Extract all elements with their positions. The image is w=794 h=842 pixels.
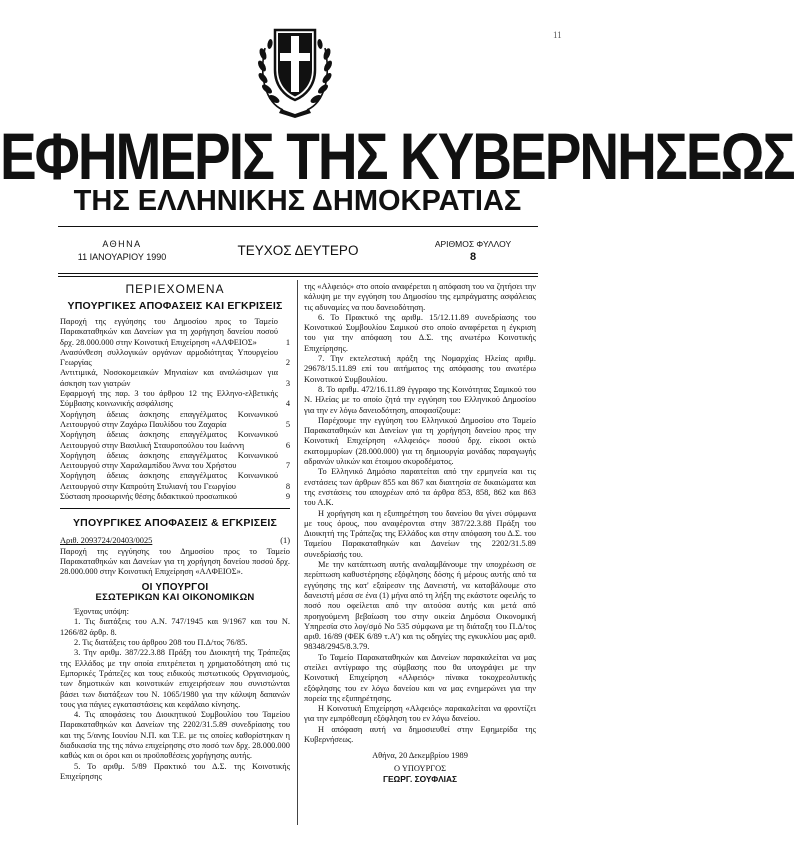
paragraph: 4. Τις αποφάσεις του Διοικητικού Συμβουλίου του Ταμείου Παρακαταθηκών και Δανείων της 2202/31.5.89 συνεδρίασης του και της 5/ανης Ιουνίου Ν.Π. και Τ.Ε. με τις οποίες καθορίστηκαν η διαδικασία της της πάνω επιχείρησης στο ποσό των δρχ. 28.000.000 καθώς και οι όροι και οι προϋποθέσεις χορήγησης αυτής. (60, 710, 290, 761)
sheet-label: ΑΡΙΘΜΟΣ ΦΥΛΛΟΥ (434, 239, 512, 249)
header-top-rule (58, 226, 538, 227)
contents-item-page: 5 (285, 419, 290, 429)
contents-item-text: Παροχή της εγγύησης του Δημοσίου προς το Ταμείο Παρακαταθηκών και Δανείων για τη χορήγηση δανείου ποσού δρχ. 28.000.000 στην Κοινοτική Επιχείρηση «ΑΛΦΕΙΟΣ» (60, 317, 278, 347)
ministers-subtitle: ΕΣΩΤΕΡΙΚΩΝ ΚΑΙ ΟΙΚΟΝΟΜΙΚΩΝ (95, 591, 255, 603)
header-bottom-rule-2 (58, 276, 538, 277)
contents-item-page: 7 (285, 461, 290, 471)
contents-item-text: Αντιτιμικά, Νοσοκομειακών Μηνιαίων και αναλώσιμων για άσκηση των γιατρών (60, 368, 278, 388)
paragraph: 3. Την αριθμ. 387/22.3.88 Πράξη του Διοικητή της Τράπεζας της Ελλάδος με την οποία επιτρέπεται η χρηματοδότηση από τις Εμπορικές Τράπεζες και τους ειδικούς πιστωτικούς Οργανισμούς, των δημοτικών και κοινοτικών επιχειρήσεων που συνιστώνται βάσει των διατάξεων του Ν. 1065/1980 για την κάλυψη δαπανών τους για πάγιες εγκαταστάσεις και κεφάλαιο κίνησης. (60, 648, 290, 709)
decision-body-right (304, 282, 536, 784)
paragraph: 6. Το Πρακτικό της αριθμ. 15/12.11.89 συνεδρίασης του Κοινοτικού Συμβουλίου Σαμικού στο οποίο αναφέρεται η έγκριση του για την απόφαση του Δ.Σ. της ανωτέρω Κοινοτικής Επιχείρησης. (304, 312, 536, 353)
masthead-subtitle: ΤΗΣ ΕΛΛΗΝΙΚΗΣ ΔΗΜΟΚΡΑΤΙΑΣ (73, 185, 522, 217)
ministers-title: ΟΙ ΥΠΟΥΡΓΟΙ (141, 581, 209, 593)
contents-item-page: 8 (285, 481, 290, 491)
contents-heading: ΠΕΡΙΕΧΟΜΕΝΑ (125, 282, 225, 296)
masthead-title: ΕΦΗΜΕΡΙΣ ΤΗΣ ΚΥΒΕΡΝΗΣΕΩΣ (0, 119, 794, 194)
header-bottom-rule (58, 273, 538, 274)
paragraph: 5. Το αριθμ. 5/89 Πρακτικό του Δ.Σ. της Κοινοτικής Επιχείρησης (60, 761, 290, 781)
decisions-section-title: ΥΠΟΥΡΓΙΚΕΣ ΑΠΟΦΑΣΕΙΣ & ΕΓΚΡΙΣΕΙΣ (72, 517, 278, 530)
signer-role: Ο ΥΠΟΥΡΓΟΣ (393, 763, 447, 773)
contents-divider (60, 508, 290, 509)
paragraph: 7. Την εκτελεστική πράξη της Νομαρχίας Ηλείας αριθμ. 29678/15.11.89 επί του αιτήματος της απόφασης του ανωτέρω Κοινοτικού Συμβουλίου. (304, 354, 536, 384)
paragraph: Παρέχουμε την εγγύηση του Ελληνικού Δημοσίου στο Ταμείο Παρακαταθηκών και Δανείων για τη χορήγηση δανείου προς την Κοινοτική Επιχείρηση «Αλφειός» ποσού δρχ. είκοσι οκτώ εκατομμυρίων (28.000.000) για τη δημιουργία μονάδας παραγωγής αδρανών υλικών και έτοιμου σκυροδέματος. (304, 415, 536, 467)
paragraph: της «Αλφειός» στο οποίο αναφέρεται η απόφαση του να ζητήσει την κάλυψη με την εγγύηση του Δημοσίου της εμπράγματης ασφάλειας τις αδυναμίες να που δανειοδότηση. (304, 282, 536, 312)
page-mark: 11 (553, 30, 562, 40)
paragraph: Η χορήγηση και η εξυπηρέτηση του δανείου θα γίνει σύμφωνα με τους όρους, που αναφέρονται στην 387/22.3.88 Πράξη του Διοικητή της Τράπεζας της Ελλάδος και στην απόφαση του Δ.Σ. του Ταμείου Παρακαταθηκών και Δανείων της 2202/31.5.89 συνεδρίασής του. (304, 508, 536, 559)
contents-item (60, 348, 290, 369)
contents-item-text: Χορήγηση άδειας άσκησης επαγγέλματος Κοινωνικού Λειτουργού στην Ζαχάρω Παυλίδου του Ζαχαρία (60, 409, 278, 429)
contents-item-page: 4 (285, 399, 290, 409)
issue-date: 11 ΙΑΝΟΥΑΡΙΟΥ 1990 (77, 252, 167, 262)
contents-item-page: 1 (285, 337, 290, 347)
coat-of-arms-emblem (253, 14, 337, 118)
paragraph: 2. Τις διατάξεις του άρθρου 208 του Π.Δ/τος 76/85. (74, 638, 248, 648)
considering-label: Έχοντας υπόψη: (74, 607, 129, 617)
contents-item (60, 451, 290, 472)
contents-item-text: Ανασύνθεση συλλογικών οργάνων αρμοδιότητας Υπουργείου Γεωργίας (60, 347, 278, 368)
right-column (304, 282, 536, 784)
issue-series: ΤΕΥΧΟΣ ΔΕΥΤΕΡΟ (237, 243, 359, 258)
contents-item (60, 471, 290, 492)
sheet-number: 8 (469, 251, 477, 263)
decision-body-left (60, 536, 290, 782)
contents-item-text: Χορήγηση άδειας άσκησης επαγγέλματος Κοινωνικού Λειτουργού στην Χαραλαμπίδου Άννα του Χρήστου (60, 450, 278, 471)
contents-item-text: Εφαρμογή της παρ. 3 του άρθρου 12 της Ελληνο-ελβετικής Σύμβασης κοινωνικής ασφάλισης (60, 389, 278, 409)
contents-item-text: Χορήγηση άδειας άσκησης επαγγέλματος Κοινωνικού Λειτουργού στην Καπρούτη Στυλιανή του Γεωργίου (60, 471, 278, 491)
contents-item-page: 9 (285, 492, 290, 502)
paragraph: Το Ελληνικό Δημόσιο παραιτείται από την ερμηνεία και τις ενστάσεις των άρθρων 855 και 867 και διαιτησία σε δικαιώματα και της ενστάσεις του αποχρέων από τα άρθρα 853, 858, 862 και 863 του Α.Κ. (304, 467, 536, 508)
contents-item-page: 2 (285, 358, 290, 368)
signer-name: ΓΕΩΡΓ. ΣΟΥΦΛΙΑΣ (382, 773, 458, 784)
contents-item-page: 3 (285, 378, 290, 388)
decision-subject: Παροχή της εγγύησης του Δημοσίου προς το Ταμείο Παρακαταθηκών και Δανείων για τη χορήγηση δανείου ποσού δρχ. 28.000.000 στην Κοινοτική Επιχείρηση «ΑΛΦΕΙΟΣ». (60, 546, 290, 577)
contents-item-text: Σύσταση προσωρινής θέσης διδακτικού προσωπικού (60, 492, 238, 502)
left-column (60, 282, 290, 782)
contents-section-title: ΥΠΟΥΡΓΙΚΕΣ ΑΠΟΦΑΣΕΙΣ ΚΑΙ ΕΓΚΡΙΣΕΙΣ (67, 300, 283, 312)
paragraph: Με την κατάπτωση αυτής αναλαμβάνουμε την υποχρέωση σε περίπτωση καθυστέρησης εξόφλησης δόσης ή μέρους αυτής από τα εγγύησης της κατ' εξαίρεσιν της Δανειστή, να καταβάλουμε στο δανειστή μέσα σε ένα (1) μήνα από τη λήξη της εκάστοτε οφειλής το ποσό που οφείλεται από την αιτούσα αυτής και μετά από προηγούμενη βεβαίωση του στην οικεία Δημόσια Οικονομική Υπηρεσία στο λογ/σμό Νο 535 σύμφωνα με τη διάταξη του Π.Δ/τος αριθ. 16/89 (ΦΕΚ 6/89 τ.Α') και τις οδηγίες της εγκυκλίου μας αριθ. 98348/2945/8.3.79. (304, 560, 536, 652)
contents-item (60, 389, 290, 410)
column-divider (297, 280, 298, 825)
contents-item (60, 492, 290, 502)
paragraph: 1. Τις διατάξεις του Α.Ν. 747/1945 και 9/1967 και του Ν. 1266/82 άρθρ. 8. (60, 617, 290, 637)
contents-list (60, 317, 290, 502)
place-date: Αθήνα, 20 Δεκεμβρίου 1989 (372, 751, 468, 761)
contents-item-text: Χορήγηση άδειας άσκησης επαγγέλματος Κοινωνικού Λειτουργού στην Βασιλική Σταυροπούλου του Ιωάννη (60, 430, 278, 450)
contents-item (60, 368, 290, 389)
issue-city: ΑΘΗΝΑ (102, 239, 142, 249)
contents-item-page: 6 (285, 440, 290, 450)
paragraph: Το Ταμείο Παρακαταθηκών και Δανείων παρακαλείται να μας στείλει αντίγραφο της σύμβασης που θα υπογράψει με την Κοινοτική Επιχείρηση «Αλφειός» πίνακα τοκοχρεολυτικής εξόφλησης του εν λόγω δανείου και να μας ενημερώνει για την πορεία της εξυπηρέτησης. (304, 652, 536, 703)
paragraph: Η Κοινοτική Επιχείρηση «Αλφειός» παρακαλείται να φροντίζει για την εμπρόθεσμη εξόφληση του εν λόγω δανείου. (304, 704, 536, 724)
paragraph: Η απόφαση αυτή να δημοσιευθεί στην Εφημερίδα της Κυβερνήσεως. (304, 724, 536, 745)
contents-item (60, 410, 290, 431)
contents-item (60, 430, 290, 451)
decision-number-row (60, 536, 290, 546)
paragraph: 8. Το αριθμ. 472/16.11.89 έγγραφο της Κοινότητας Σαμικού του Ν. Ηλείας με το οποίο ζητά την εγγύηση του Ελληνικού Δημοσίου για την εν λόγω δανειοδότηση, αποφασίζουμε: (304, 384, 536, 415)
contents-item (60, 317, 290, 348)
decision-number: Αριθ. 2093724/20403/0025 (60, 536, 153, 546)
decision-index: (1) (280, 536, 290, 546)
